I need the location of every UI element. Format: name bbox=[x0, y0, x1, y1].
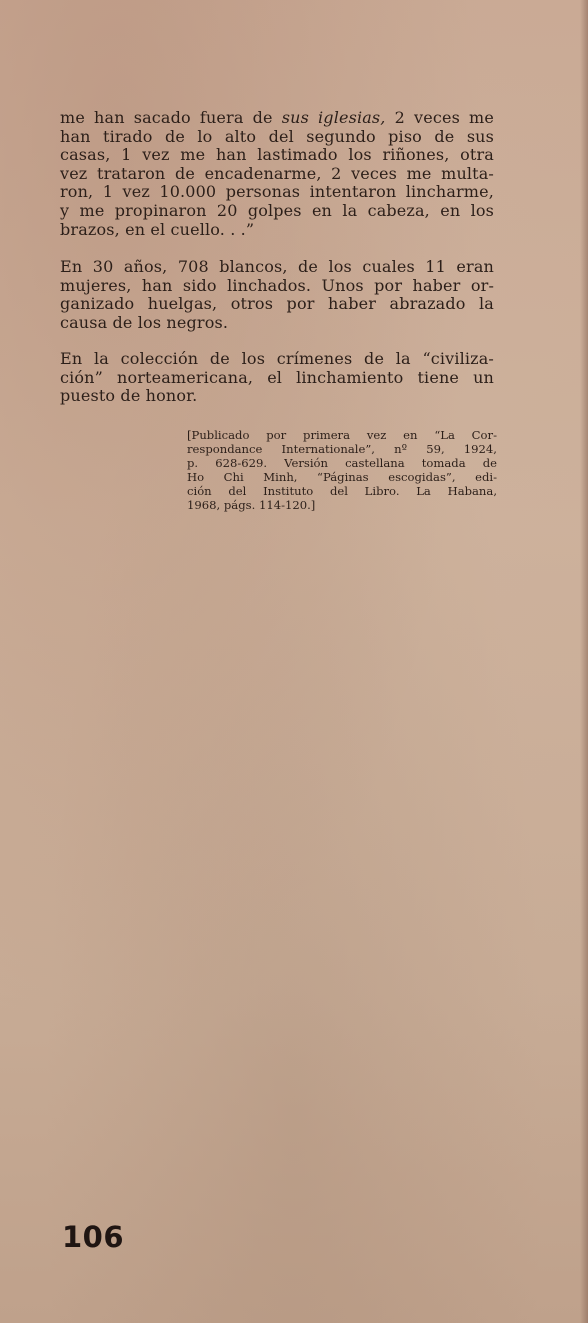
source-line: ción del Instituto del Libro. La Habana, bbox=[187, 484, 497, 498]
source-line: [Publicado por primera vez en “La Cor- bbox=[187, 428, 497, 442]
text-line: vez trataron de encadenarme, 2 veces me multa- bbox=[60, 163, 494, 183]
text-line: ganizado huelgas, otros por haber abrazado la bbox=[60, 294, 494, 314]
text-line: brazos, en el cuello. . .” bbox=[60, 219, 255, 239]
text-line: y me propinaron 20 golpes en la cabeza, en los bbox=[60, 200, 494, 220]
text-line: En la colección de los crímenes de la “civiliza- bbox=[60, 349, 494, 368]
source-line: Ho Chi Minh, “Páginas escogidas”, edi- bbox=[187, 470, 497, 484]
paragraph-conclusion bbox=[60, 350, 494, 406]
text-line: mujeres, han sido linchados. Unos por haber or- bbox=[60, 275, 494, 295]
page-number: 106 bbox=[62, 1220, 125, 1254]
text-line: ción” norteamericana, el linchamiento tiene un bbox=[60, 367, 494, 387]
text-line: ron, 1 vez 10.000 personas intentaron lincharme, bbox=[60, 182, 494, 202]
text-line: puesto de honor. bbox=[60, 386, 198, 406]
text-line: casas, 1 vez me han lastimado los riñones, otra bbox=[60, 145, 494, 165]
paragraph-statistics bbox=[60, 258, 494, 332]
source-note bbox=[187, 428, 497, 512]
text-line: En 30 años, 708 blancos, de los cuales 11 eran bbox=[60, 257, 494, 276]
text-line: me han sacado fuera de sus iglesias, 2 veces me bbox=[60, 108, 494, 127]
page-edge-shadow bbox=[580, 0, 588, 1323]
source-line: 1968, págs. 114-120.] bbox=[187, 498, 316, 512]
text-line: causa de los negros. bbox=[60, 312, 229, 332]
emphasis-text: sus iglesias, bbox=[281, 108, 386, 127]
text-line: han tirado de lo alto del segundo piso de sus bbox=[60, 126, 494, 146]
source-line: respondance Internationale”, nº 59, 1924, bbox=[187, 442, 497, 456]
paragraph-testimony bbox=[60, 109, 494, 239]
source-line: p. 628-629. Versión castellana tomada de bbox=[187, 456, 497, 470]
